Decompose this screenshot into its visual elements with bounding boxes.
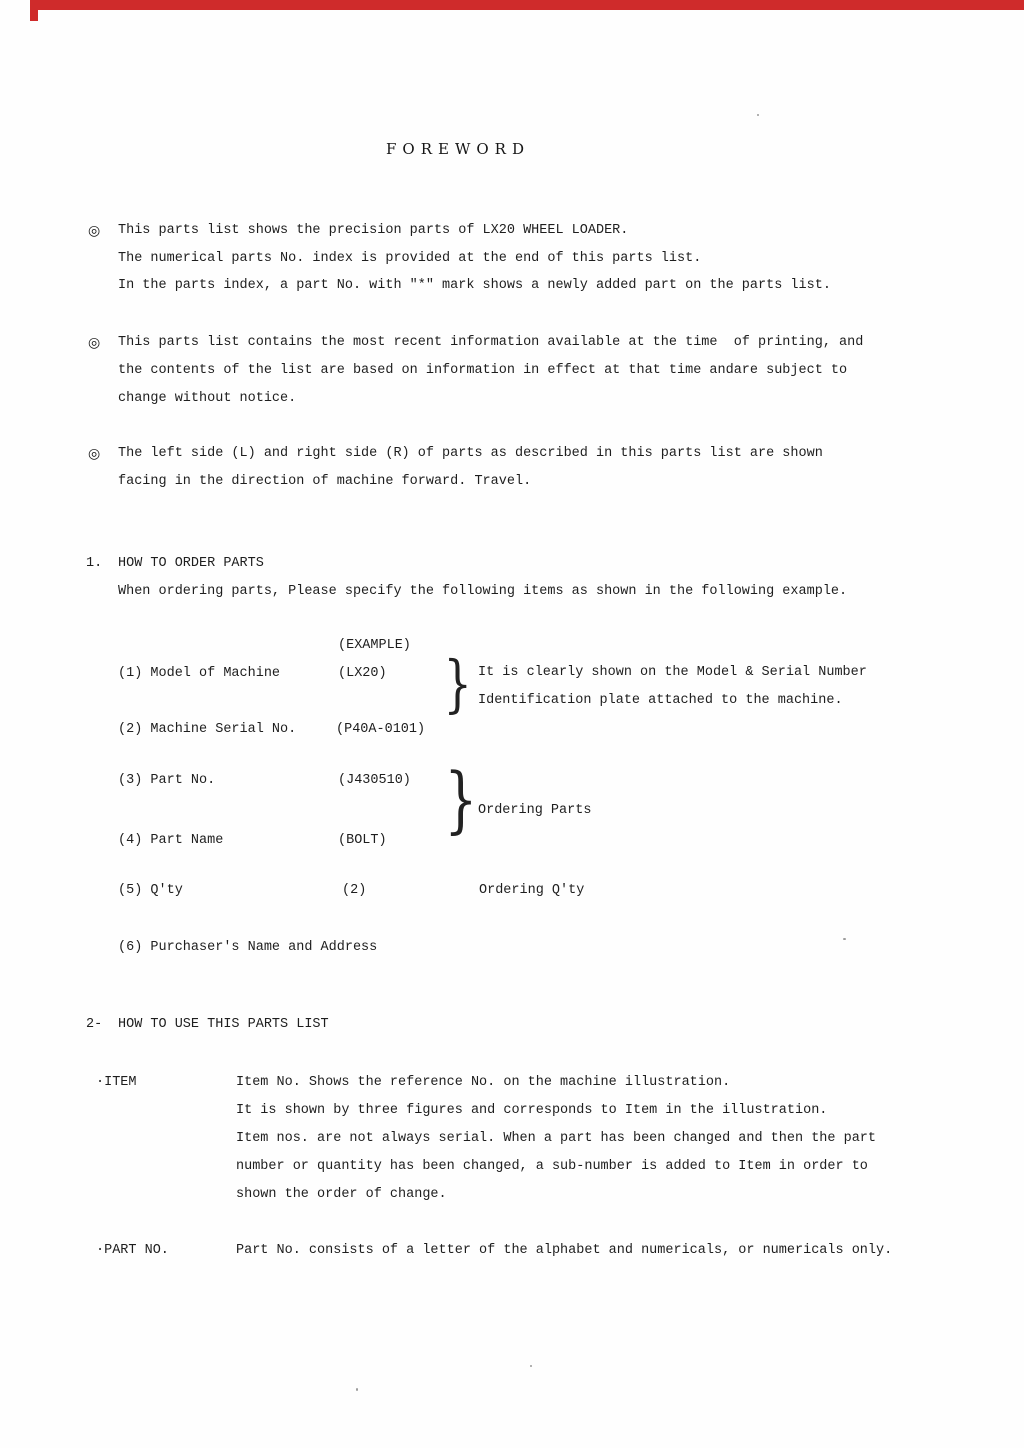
paragraph-line: the contents of the list are based on information in effect at that time andare subject to bbox=[118, 363, 848, 378]
paragraph-line: This parts list contains the most recent information available at the time of printing, and bbox=[118, 335, 864, 350]
order-item-label: (4) Part Name bbox=[118, 833, 224, 848]
scan-artifact-top-bar bbox=[30, 0, 1024, 10]
paragraph-line: The left side (L) and right side (R) of parts as described in this parts list are shown bbox=[118, 446, 823, 461]
scan-speck bbox=[530, 1365, 532, 1367]
order-item-label: (1) Model of Machine bbox=[118, 666, 281, 681]
bullet-icon: ◎ bbox=[88, 446, 101, 462]
order-item-label: (3) Part No. bbox=[118, 773, 216, 788]
note-line: Identification plate attached to the machine. bbox=[478, 693, 843, 708]
term-label: ·PART NO. bbox=[96, 1243, 169, 1258]
definition-line: shown the order of change. bbox=[236, 1187, 447, 1202]
note-line: Ordering Parts bbox=[478, 803, 592, 818]
scan-speck bbox=[843, 938, 846, 940]
page-title: FOREWORD bbox=[386, 140, 530, 158]
definition-line: Item nos. are not always serial. When a part has been changed and then the part bbox=[236, 1131, 877, 1146]
example-label: (EXAMPLE) bbox=[338, 638, 411, 653]
term-label: ·ITEM bbox=[96, 1075, 137, 1090]
definition-line: Part No. consists of a letter of the alphabet and numericals, or numericals only. bbox=[236, 1243, 893, 1258]
order-item-value: (P40A-0101) bbox=[336, 722, 426, 737]
paragraph-line: This parts list shows the precision parts of LX20 WHEEL LOADER. bbox=[118, 223, 629, 238]
order-item-value: (J430510) bbox=[338, 773, 411, 788]
paragraph-line: In the parts index, a part No. with "*" mark shows a newly added part on the parts list. bbox=[118, 278, 831, 293]
order-item-value: (LX20) bbox=[338, 666, 387, 681]
bullet-icon: ◎ bbox=[88, 223, 101, 239]
order-item-label: (6) Purchaser's Name and Address bbox=[118, 940, 378, 955]
bullet-icon: ◎ bbox=[88, 335, 101, 351]
definition-line: It is shown by three figures and corresponds to Item in the illustration. bbox=[236, 1103, 828, 1118]
order-item-value: (BOLT) bbox=[338, 833, 387, 848]
section-heading: HOW TO USE THIS PARTS LIST bbox=[118, 1017, 329, 1032]
section-heading: HOW TO ORDER PARTS bbox=[118, 556, 264, 571]
brace-icon: } bbox=[443, 647, 472, 720]
paragraph-line: The numerical parts No. index is provided at the end of this parts list. bbox=[118, 251, 702, 266]
note-line: It is clearly shown on the Model & Serial Number bbox=[478, 665, 867, 680]
definition-line: Item No. Shows the reference No. on the machine illustration. bbox=[236, 1075, 731, 1090]
scan-speck bbox=[757, 114, 759, 116]
order-item-label: (2) Machine Serial No. bbox=[118, 722, 297, 737]
brace-icon: } bbox=[444, 757, 478, 841]
paragraph-line: change without notice. bbox=[118, 391, 297, 406]
order-item-value: (2) bbox=[342, 883, 367, 898]
section-number: 1. bbox=[86, 556, 103, 571]
order-item-label: (5) Q'ty bbox=[118, 883, 183, 898]
section-number: 2- bbox=[86, 1017, 103, 1032]
scan-artifact-corner-nub bbox=[30, 0, 38, 21]
scan-speck bbox=[356, 1388, 358, 1391]
section-intro: When ordering parts, Please specify the following items as shown in the following example. bbox=[118, 584, 848, 599]
note-line: Ordering Q'ty bbox=[479, 883, 585, 898]
paragraph-line: facing in the direction of machine forward. Travel. bbox=[118, 474, 532, 489]
definition-line: number or quantity has been changed, a sub-number is added to Item in order to bbox=[236, 1159, 868, 1174]
